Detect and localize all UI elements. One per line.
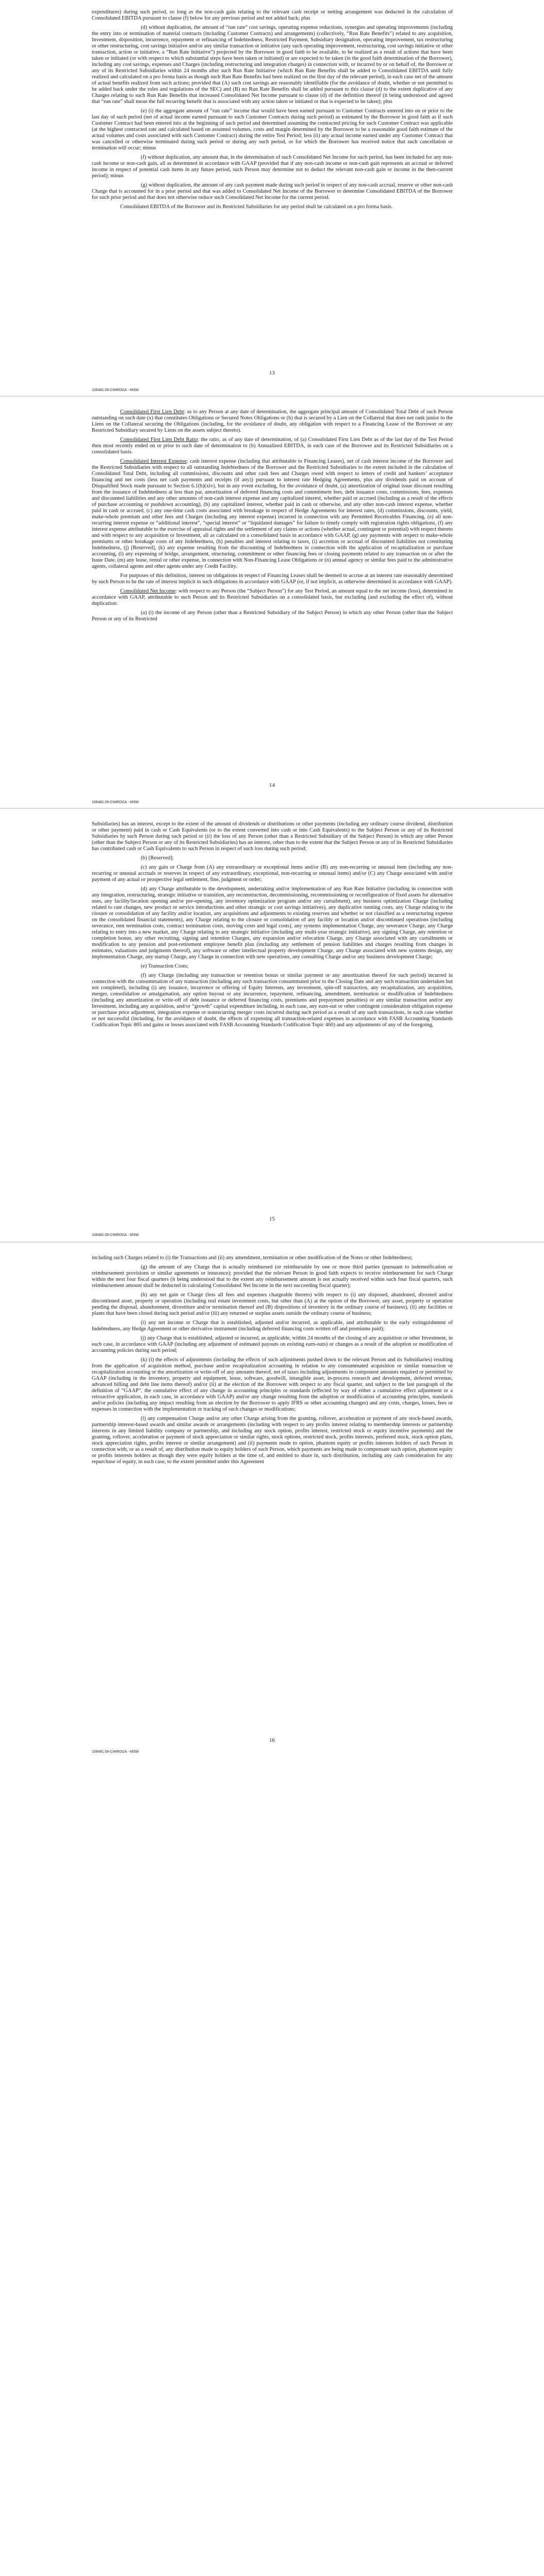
- page-footer: 106481.06-CHIROGA - MSW: [92, 388, 139, 392]
- paragraph: Subsidiaries) has an interest, except to the extent of the amount of dividends or distributions or other payments (including any ordinary course dividend, distribution or other payment) paid in cash or Cash Equivalents (or to the extent converted into cash or into Cash Equivalents) to the Subject Person or any of its Restricted Subsidiaries by such Person during such period or (ii) the loss of any Person (other than a Restricted Subsidiary of the Subject Person) in which any other Person (other than the Subject Person or any of its Restricted Subsidiaries) has an interest, other than to the extent that the Subject Person or any of its Restricted Subsidiaries has contributed cash or Cash Equivalents to such Person in respect of such loss during such period;: [92, 821, 453, 852]
- paragraph: [92, 610, 453, 622]
- paragraph: (e) (i) the aggregate amount of “run rate” income that would have been earned pursuant to Customer Contracts entered into on or prior to the last day of such period (net of actual income earned pursuant to such Customer Contracts during such period) as estimated by the Borrower in good faith as if such Customer Contract had been entered into at the beginning of such period and determined assuming the contracted pricing for such Customer Contract was applicable (at the highest contracted rate and calculated based on assumed volumes, costs and margin determined by the Borrower to be a reasonable good faith estimate of the actual volumes and costs associated with such Customer Contract) during the entire Test Period; less (ii) any actual income earned under any Customer Contract that was cancelled or otherwise terminated during such period or during any such period, or for which the Borrower has received notice that such cancellation or termination will occur; minus: [92, 108, 453, 151]
- page-14-body: [92, 409, 453, 625]
- paragraph: (e) Transaction Costs;: [141, 963, 189, 969]
- page-footer: 106481.06-CHIROGA - MSW: [92, 1233, 139, 1237]
- paragraph: including such Charges related to (i) the Transactions and (ii) any amendment, termination or other modification of the Notes or other Indebtedness;: [92, 1255, 413, 1261]
- definition-paragraph: [92, 588, 453, 607]
- definition-paragraph: [92, 459, 453, 570]
- definition-text: : the ratio, as of any date of determination, of (a) Consolidated First Lien Debt as of the last day of the Test Period then most recently ended on or prior to such date of determination to (b) Annualized EBITDA, in each case of the Borrower and its Restricted Subsidiaries on a consolidated basis.: [92, 437, 453, 455]
- paragraph: (f) without duplication, any amount that, in the determination of such Consolidated Net Income for such period, has been included for any non-cash income or non-cash gain, all as determined in accordance with GAAP (provided that if any non-cash income or non-cash gain represents an accrual or deferred income in respect of potential cash items in any future period, such Person may determine not to deduct the relevant non-cash gain or income in the then-current period); minus: [92, 155, 453, 179]
- paragraph: (h) any net gain or Charge (less all fees and expenses chargeable thereto) with respect to (i) any disposed, abandoned, divested and/or discontinued asset, property or operation (including real estate investment costs, but other than (A) at the option of the Borrower, any asset, property or operation pending the disposal, abandonment, divestiture and/or termination thereof and (B) dispositions of inventory in the ordinary course of business), (ii) any facilities or plants that have been closed during such period and/or (iii) any returned or surplus assets outside the ordinary course of business;: [92, 1292, 453, 1316]
- page-15-body: [92, 821, 453, 1031]
- defined-term: Consolidated Net Income: [120, 588, 176, 594]
- page-number: 15: [269, 1216, 275, 1222]
- paragraph: expenditures) during such period, so long as the non-cash gain relating to the relevant cash receipt or netting arrangement was deducted in the calculation of Consolidated EBITDA pursuant to clause (f) below for any previous period and not added back; plus: [92, 9, 453, 21]
- paragraph: (g) the amount of any Charge that is actually reimbursed (or reimbursable by one or more third parties (pursuant to indemnification or reimbursement provisions or similar agreements or insurance); provided that the relevant Person in good faith expects to receive reimbursement for such Charge within the next four fiscal quarters (it being understood that to the extent any reimbursement amount is not actually received within such four fiscal quarters, such reimbursement amount shall be deducted in calculating Consolidated Net Income in the next succeeding fiscal quarter);: [92, 1264, 453, 1289]
- paragraph: (l) any compensation Charge and/or any other Charge arising from the granting, rollover, acceleration or payment of any stock-based awards, partnership interest-based awards and similar awards or arrangements (including with respect to any profits interest relating to membership interests or partnership interests in any limited liability company or partnership, and including any stock option, profits interest, restricted stock or equity incentive payments) and the granting, rollover, acceleration or payment of stock appreciation or similar rights, stock options, restricted stock, profits interests, preferred stock, stock option plans, stock appreciation rights, profits interest or similar arrangement) and (ii) payments made to option, phantom equity or profits interests holders of such Person in connection with, or as a result of, any distribution made to equity holders of such Person, which payments are being made to compensate such option, phantom equity or profits interests holders as though they were equity holders at the time of, and entitled to share in, such distribution, including any cash consideration for any repurchase of equity, in each case, to the extent permitted under this Agreement: [92, 1416, 453, 1465]
- defined-term: Consolidated First Lien Debt Ratio: [120, 437, 198, 443]
- defined-term: Consolidated Interest Expense: [120, 459, 187, 464]
- paragraph: (g) without duplication, the amount of any cash payment made during such period in respect of any non-cash accrual, reserve or other non-cash Charge that is accounted for in a prior period and that was added to Consolidated Net Income of the Borrower to determine Consolidated EBITDA of the Borrower for such prior period and that does not otherwise reduce such Consolidated Net Income for the current period.: [92, 182, 453, 200]
- page-footer: 106481.06-CHIROGA - MSW: [92, 801, 139, 804]
- definition-text: : cash interest expense (including that attributable to Financing Leases), net of cash interest income of the Borrower and the Restricted Subsidiaries with respect to all outstanding Indebtedness of the Borrower and the Restricted Subsidiaries to the extent included in the calculation of Consolidated Total Debt, including all commissions, discounts and other cash fees and Charges owed with respect to letters of credit and bankers’ acceptance financing and net costs (less net cash payments and receipts (if any)) pursuant to interest rate Hedging Agreements, plus any dividends paid on account of Disqualified Stock made pursuant to Section 6.1(b)(xiv), but in any event excluding, for the avoidance of doubt, (a) amortization of original issue discount resulting from the issuance of Indebtedness at less than par, amortization of deferred financing costs and commitment fees, debt issuance costs, commissions, fees, expenses and discounted liabilities and any other amounts of non-cash interest expense and any capitalized interest, whether paid or accrued (including as a result of the effects of purchase accounting or pushdown accounting), (b) any capitalized interest, whether paid in cash or otherwise, and any other non-cash interest expense, whether paid in cash or accrued, (c) any one-time cash costs associated with breakage in respect of Hedge Agreements for interest rates, (d) commissions, discounts, yield, make-whole premium and other fees and Charges (including any interest expense) incurred in connection with any Permitted Receivables Financing, (e) all non-recurring interest expense or “additional interest”, “special interest” or “liquidated damages” for failure to timely comply with registration rights obligations, (f) any interest expense attributable to the exercise of appraisal rights and the settlement of any claims or actions (whether actual, contingent or potential) with respect thereto and with respect to any acquisition or Investment, all as calculated on a consolidated basis in accordance with GAAP, (g) any payments with respect to make-whole premiums or other breakage costs of any Indebtedness, (h) penalties and interest relating to taxes, (i) accretion or accrual of discounted liabilities not constituting Indebtedness, (j) [Reserved], (k) any expense resulting from the discounting of Indebtedness in connection with the application of recapitalization or purchase accounting, (l) any expensing of bridge, arrangement, structuring, commitment or other financing fees or closing payments related to any transaction on or after the Issue Date, (m) any lease, rental or other expense, in connection with Non-Financing Lease Obligations or (n) annual agency or similar fees paid to the administrative agents, collateral agents and other agents under any Credit Facility.: [92, 459, 453, 569]
- page-footer: 106481.06-CHIROGA - MSW: [92, 1750, 139, 1754]
- paragraph: (k) (i) the effects of adjustments (including the effects of such adjustments pushed down to the relevant Person and its Subsidiaries) resulting from the application of acquisition method, purchase and/or recapitalization accounting in relation to any consummated acquisition or similar transaction or recapitalization accounting or the amortization or write-off of any amounts thereof, net of taxes including adjustments in component amounts required or permitted by GAAP (including in the inventory, property and equipment, lease, software, goodwill, intangible asset, in-process research and development, deferred revenue, advanced billing and debt line items thereof) and/or (ii) at the election of the Borrower with respect to any fiscal quarter, and subject to the last paragraph of the definition of “GAAP”, the cumulative effect of any change in accounting principles or standards (effected by way of either a cumulative effect adjustment or a retroactive application, in each case, in accordance with GAAP) and/or any change resulting from the adoption or modification of accounting principles, standards and/or policies (including any impact resulting from an election by the Borrower to apply IFRS or other accounting changes) and any costs, charges, losses, fees or expenses in connection with the implementation or tracking of such changes or modifications;: [92, 1357, 453, 1412]
- page-number: 14: [269, 782, 275, 788]
- paragraph: [92, 573, 453, 585]
- paragraph-text: (a) (i) the income of any Person (other than a Restricted Subsidiary of the Subject Person) in which any other Person (other than the Subject Person or any of its Restricted: [92, 610, 453, 622]
- paragraph: (b) [Reserved];: [141, 855, 174, 861]
- paragraph-text: For purposes of this definition, interest on obligations in respect of Financing Leases shall be deemed to accrue at an interest rate reasonably determined by such Person to be the rate of interest implicit in such obligations in accordance with GAAP (or, if not implicit, as otherwise determined in accordance with GAAP).: [92, 573, 453, 585]
- page-13-body: [92, 9, 453, 213]
- definition-text: : as to any Person at any date of determination, the aggregate principal amount of Consolidated Total Debt of such Person outstanding on such date (x) that constitutes Obligations or Secured Notes Obligations or (b) that is secured by a Lien on the Collateral that does not rank junior to the Liens on the Collateral securing the Obligations (including, for the avoidance of doubt, any obligation with respect to a Financing Lease of the Borrower or any Restricted Subsidiary secured by Liens on the assets subject thereto).: [92, 409, 453, 433]
- page-16: [0, 1243, 544, 1758]
- page-16-body: [92, 1255, 453, 1468]
- defined-term: Consolidated First Lien Debt: [120, 409, 184, 415]
- page-number: 13: [269, 370, 275, 376]
- paragraph: Consolidated EBITDA of the Borrower and its Restricted Subsidiaries for any period shall be calculated on a pro forma basis.: [120, 204, 393, 210]
- paragraph: (c) any gain or Charge from (A) any extraordinary or exceptional items and/or (B) any non-recurring or unusual item (including any non-recurring or unusual accruals or reserves in respect of any extraordinary, exceptional, non-recurring or unusual items) and/or (C) any Charge associated with and/or payment of any actual or prospective legal settlement, fine, judgment or order;: [92, 865, 453, 883]
- page-number: 16: [269, 1737, 275, 1743]
- definition-text: : with respect to any Person (the “Subject Person”) for any Test Period, an amount equal to the net income (loss), determined in accordance with GAAP, attributable to such Person and its Restricted Subsidiaries on a consolidated basis, but excluding (and excluding the effect of), without duplication:: [92, 588, 453, 606]
- definition-paragraph: [92, 409, 453, 434]
- paragraph: (i) any net income or Charge that is established, adjusted and/or incurred, as applicable, and attributable to the early extinguishment of Indebtedness, any Hedge Agreement or other derivative instrument (including deferred financing costs written off and premiums paid);: [92, 1320, 453, 1332]
- paragraph: (d) without duplication, the amount of “run rate” cost savings, operating expense reductions, synergies and operating improvements (including the entry into or termination of material contracts (including Customer Contracts) and arrangements) (collectively, “Run Rate Benefits”) related to any acquisition, Investment, disposition, incurrence, repayment or refinancing of Indebtedness, Restricted Payment, Subsidiary designation, operating improvement, tax restructuring or other restructuring, cost savings initiative and/or any similar transaction or initiative (any such operating improvement, restructuring, cost savings initiative or other transaction, action or initiative, a “Run Rate Initiative”) projected by the Borrower in good faith to be available, to be realized as a result of actions that have been taken or initiated (or with respect to which substantial steps have been taken or initiated) or are expected to be taken (in the good faith determination of the Borrower), including any cost savings, expenses and Charges (including restructuring and integration charges) in connection with, or incurred by or on behalf of, the Borrower or any of its Restricted Subsidiaries within 24 months after such Run Rate Initiative (which Run Rate Benefits shall be added to Consolidated EBITDA until fully realized and calculated on a pro forma basis as though such Run Rate Benefits had been realized on the first day of the relevant period), in each case net of the amount of actual benefits realized from such actions; provided that (A) such cost savings are reasonably identifiable (for the avoidance of doubt, whether or not permitted to be added back under the rules and regulations of the SEC) and (B) no Run Rate Benefits shall be added pursuant to this clause (d) to the extent duplicative of any Charges relating to such Run Rate Benefits that increased Consolidated Net Income pursuant to clause (d) of the definition thereof (it being understood and agreed that “run rate” shall mean the full recurring benefit that is associated with any action taken or initiated or that is expected to be taken); plus: [92, 25, 453, 105]
- paragraph: (j) any Charge that is established, adjusted or incurred, as applicable, within 24 months of the closing of any acquisition or other Investment, in each case, in accordance with GAAP (including any adjustment of estimated payouts on existing earn-outs) or changes as a result of the adoption or modification of accounting policies during such period;: [92, 1335, 453, 1353]
- paragraph: (f) any Charge (including any transaction or retention bonus or similar payment or any amortization thereof for such period) incurred in connection with the consummation of any transaction (including any such transaction consummated prior to the Closing Date and any such transaction undertaken but not completed), including (i) any issuance, incurrence or offering of Equity Interests, any investment, spin-off transaction, any recapitalization, any acquisition, merger, consolidation or amalgamation, any option buyout or any incurrence, repayment, refinancing, amendment, termination or modification of Indebtedness (including any amortization or write-off of debt issuance or deferred financing costs, premiums and prepayment penalties) or any similar transaction and/or any Investment, including any acquisition, and/or “growth” capital expenditure including, in each case, any earn-out or other contingent consideration obligation expense or purchase price adjustment, integration expense or nonrecurring merger costs incurred during such period as a result of any such transactions, in each case whether or not successful (including, for the avoidance of doubt, the effects of expensing all transaction-related expenses in accordance with FASB Accounting Standards Codification Topic 805 and gains or losses associated with FASB Accounting Standards Codification Topic 460) and any adjustments of any of the foregoing,: [92, 973, 453, 1028]
- paragraph: (d) any Charge attributable to the development, undertaking and/or implementation of any Run Rate Initiative (including in connection with any integration, restructuring, strategic initiative or transition, any reconstruction, decommissioning, recommissioning or reconfiguration of fixed assets for alternative uses, any facility/location opening and/or pre-opening, any inventory optimization program and/or any curtailment), any business optimization Charge (including related to rate changes, new product or service introductions and other strategic or cost savings initiatives), any duplicative running costs, any Charge relating to the closure or consolidation of any facility and/or location, any acquisitions and adjustments to existing reserves and whether or not classified as a restructuring expense on the consolidated financial statements), any Charge relating to the closure or consolidation of any facility or location and/or discontinued operations (including severance, rent termination costs, contract termination costs, moving costs and legal costs), any systems implementation Charge, any severance Charge, any Charge relating to entry into a new market, any Charge relating to any strategic initiative (including any multi-year strategic initiative), any signing Charge, any retention or completion bonus, any other recruiting, signing and retention Charges, any expansion and/or relocation Charge, any Charge associated with any curtailments or modification to any pension and post-retirement employee benefit plan (including any settlement of pension liabilities and charges resulting from changes in estimates, valuations and judgments thereof), any software or other intellectual property development Charge, any Charge associated with new systems design, any implementation Charge, any startup Charge, any Charge in connection with new operations, any consulting Charge and/or any business development Charge;: [92, 886, 453, 960]
- definition-paragraph: [92, 437, 453, 455]
